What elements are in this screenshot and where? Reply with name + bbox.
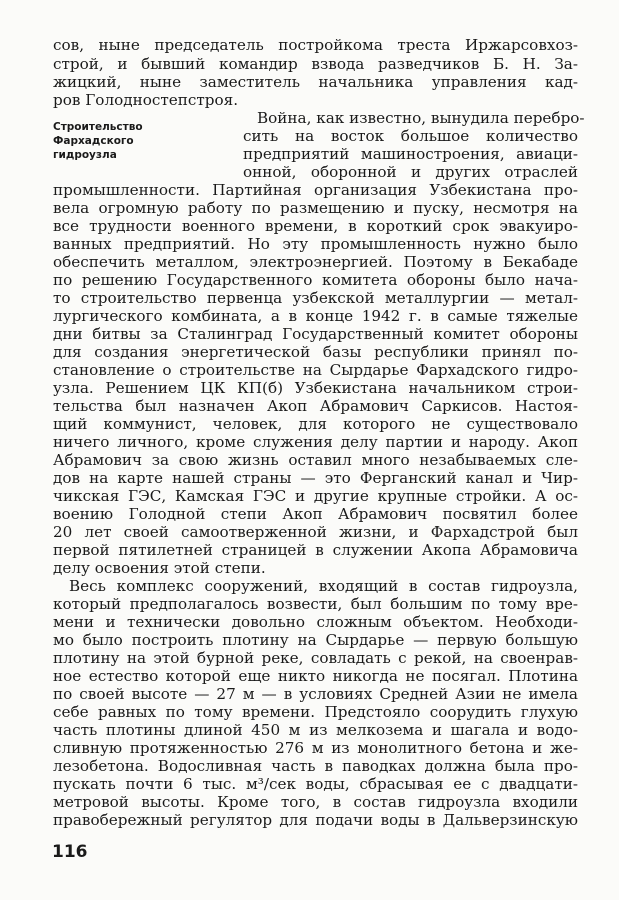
text-line: дни битвы за Сталинград Государственный комитет обороны xyxy=(53,325,578,343)
text-line: Абрамович за свою жизнь оставил много незабываемых сле- xyxy=(53,451,578,469)
text-line: строй, и бывший командир взвода разведчиков Б. Н. За- xyxy=(53,55,578,73)
text-line: жицкий, ныне заместитель начальника управления кад- xyxy=(53,73,578,91)
text-line: первой пятилетней страницей в служении Акопа Абрамовича xyxy=(53,541,578,559)
text-line: промышленности. Партийная организация Узбекистана про- xyxy=(53,181,578,199)
text-line: плотину на этой бурной реке, совладать с рекой, на своенрав- xyxy=(53,649,578,667)
text-line: метровой высоты. Кроме того, в состав гидроузла входили xyxy=(53,793,578,811)
text-line: часть плотины длиной 450 м из мелкозема и шагала и водо- xyxy=(53,721,578,739)
text-line: онной, оборонной и других отраслей xyxy=(243,163,578,181)
text-line: воению Голодной степи Акоп Абрамович посвятил более xyxy=(53,505,578,523)
text-line: лезобетона. Водосливная часть в паводках должна была про- xyxy=(53,757,578,775)
text-line: Весь комплекс сооружений, входящий в состав гидроузла, xyxy=(69,577,578,595)
text-line: дов на карте нашей страны — это Ферганский канал и Чир- xyxy=(53,469,578,487)
sidebar-heading xyxy=(53,120,183,162)
text-line: Война, как известно, вынудила перебро- xyxy=(257,109,585,127)
text-line: обеспечить металлом, электроэнергией. Поэтому в Бекабаде xyxy=(53,253,578,271)
text-line: вела огромную работу по размещению и пуску, несмотря на xyxy=(53,199,578,217)
sidebar-heading-line: Фархадского xyxy=(53,135,134,147)
page-number: 116 xyxy=(52,842,88,862)
sidebar-heading-line: гидроузла xyxy=(53,149,117,161)
text-line: ничего личного, кроме служения делу партии и народу. Акоп xyxy=(53,433,578,451)
text-line: для создания энергетической базы республики принял по- xyxy=(53,343,578,361)
text-line: щий коммунист, человек, для которого не существовало xyxy=(53,415,578,433)
text-line: мени и технически довольно сложным объектом. Необходи- xyxy=(53,613,578,631)
text-line: сить на восток большое количество xyxy=(243,127,578,145)
text-line: ров Голодностепстроя. xyxy=(53,91,239,109)
text-line: себе равных по тому времени. Предстояло соорудить глухую xyxy=(53,703,578,721)
text-line: сов, ныне председатель постройкома треста Иржарсовхоз- xyxy=(53,36,578,54)
text-line: тельства был назначен Акоп Абрамович Саркисов. Настоя- xyxy=(53,397,578,415)
text-line: по своей высоте — 27 м — в условиях Средней Азии не имела xyxy=(53,685,578,703)
text-line: все трудности военного времени, в короткий срок эвакуиро- xyxy=(53,217,578,235)
text-line: который предполагалось возвести, был большим по тому вре- xyxy=(53,595,578,613)
text-line: лургического комбината, а в конце 1942 г. в самые тяжелые xyxy=(53,307,578,325)
text-line: мо было построить плотину на Сырдарье — первую большую xyxy=(53,631,578,649)
text-line: ное естество которой еще никто никогда не посягал. Плотина xyxy=(53,667,578,685)
text-line: 20 лет своей самоотверженной жизни, и Фархадстрой был xyxy=(53,523,578,541)
sidebar-heading-line: Строительство xyxy=(53,121,143,133)
text-line: чикская ГЭС, Камская ГЭС и другие крупные стройки. А ос- xyxy=(53,487,578,505)
text-line: по решению Государственного комитета обороны было нача- xyxy=(53,271,578,289)
text-line: становление о строительстве на Сырдарье Фархадского гидро- xyxy=(53,361,578,379)
text-line: ванных предприятий. Но эту промышленность нужно было xyxy=(53,235,578,253)
text-line: делу освоения этой степи. xyxy=(53,559,266,577)
text-line: узла. Решением ЦК КП(б) Узбекистана начальником строи- xyxy=(53,379,578,397)
text-line: пускать почти 6 тыс. м³/сек воды, сбрасывая ее с двадцати- xyxy=(53,775,578,793)
text-line: предприятий машиностроения, авиаци- xyxy=(243,145,578,163)
text-line: то строительство первенца узбекской металлургии — метал- xyxy=(53,289,578,307)
text-line: сливную протяженностью 276 м из монолитного бетона и же- xyxy=(53,739,578,757)
text-line: правобережный регулятор для подачи воды в Дальверзинскую xyxy=(53,811,578,829)
